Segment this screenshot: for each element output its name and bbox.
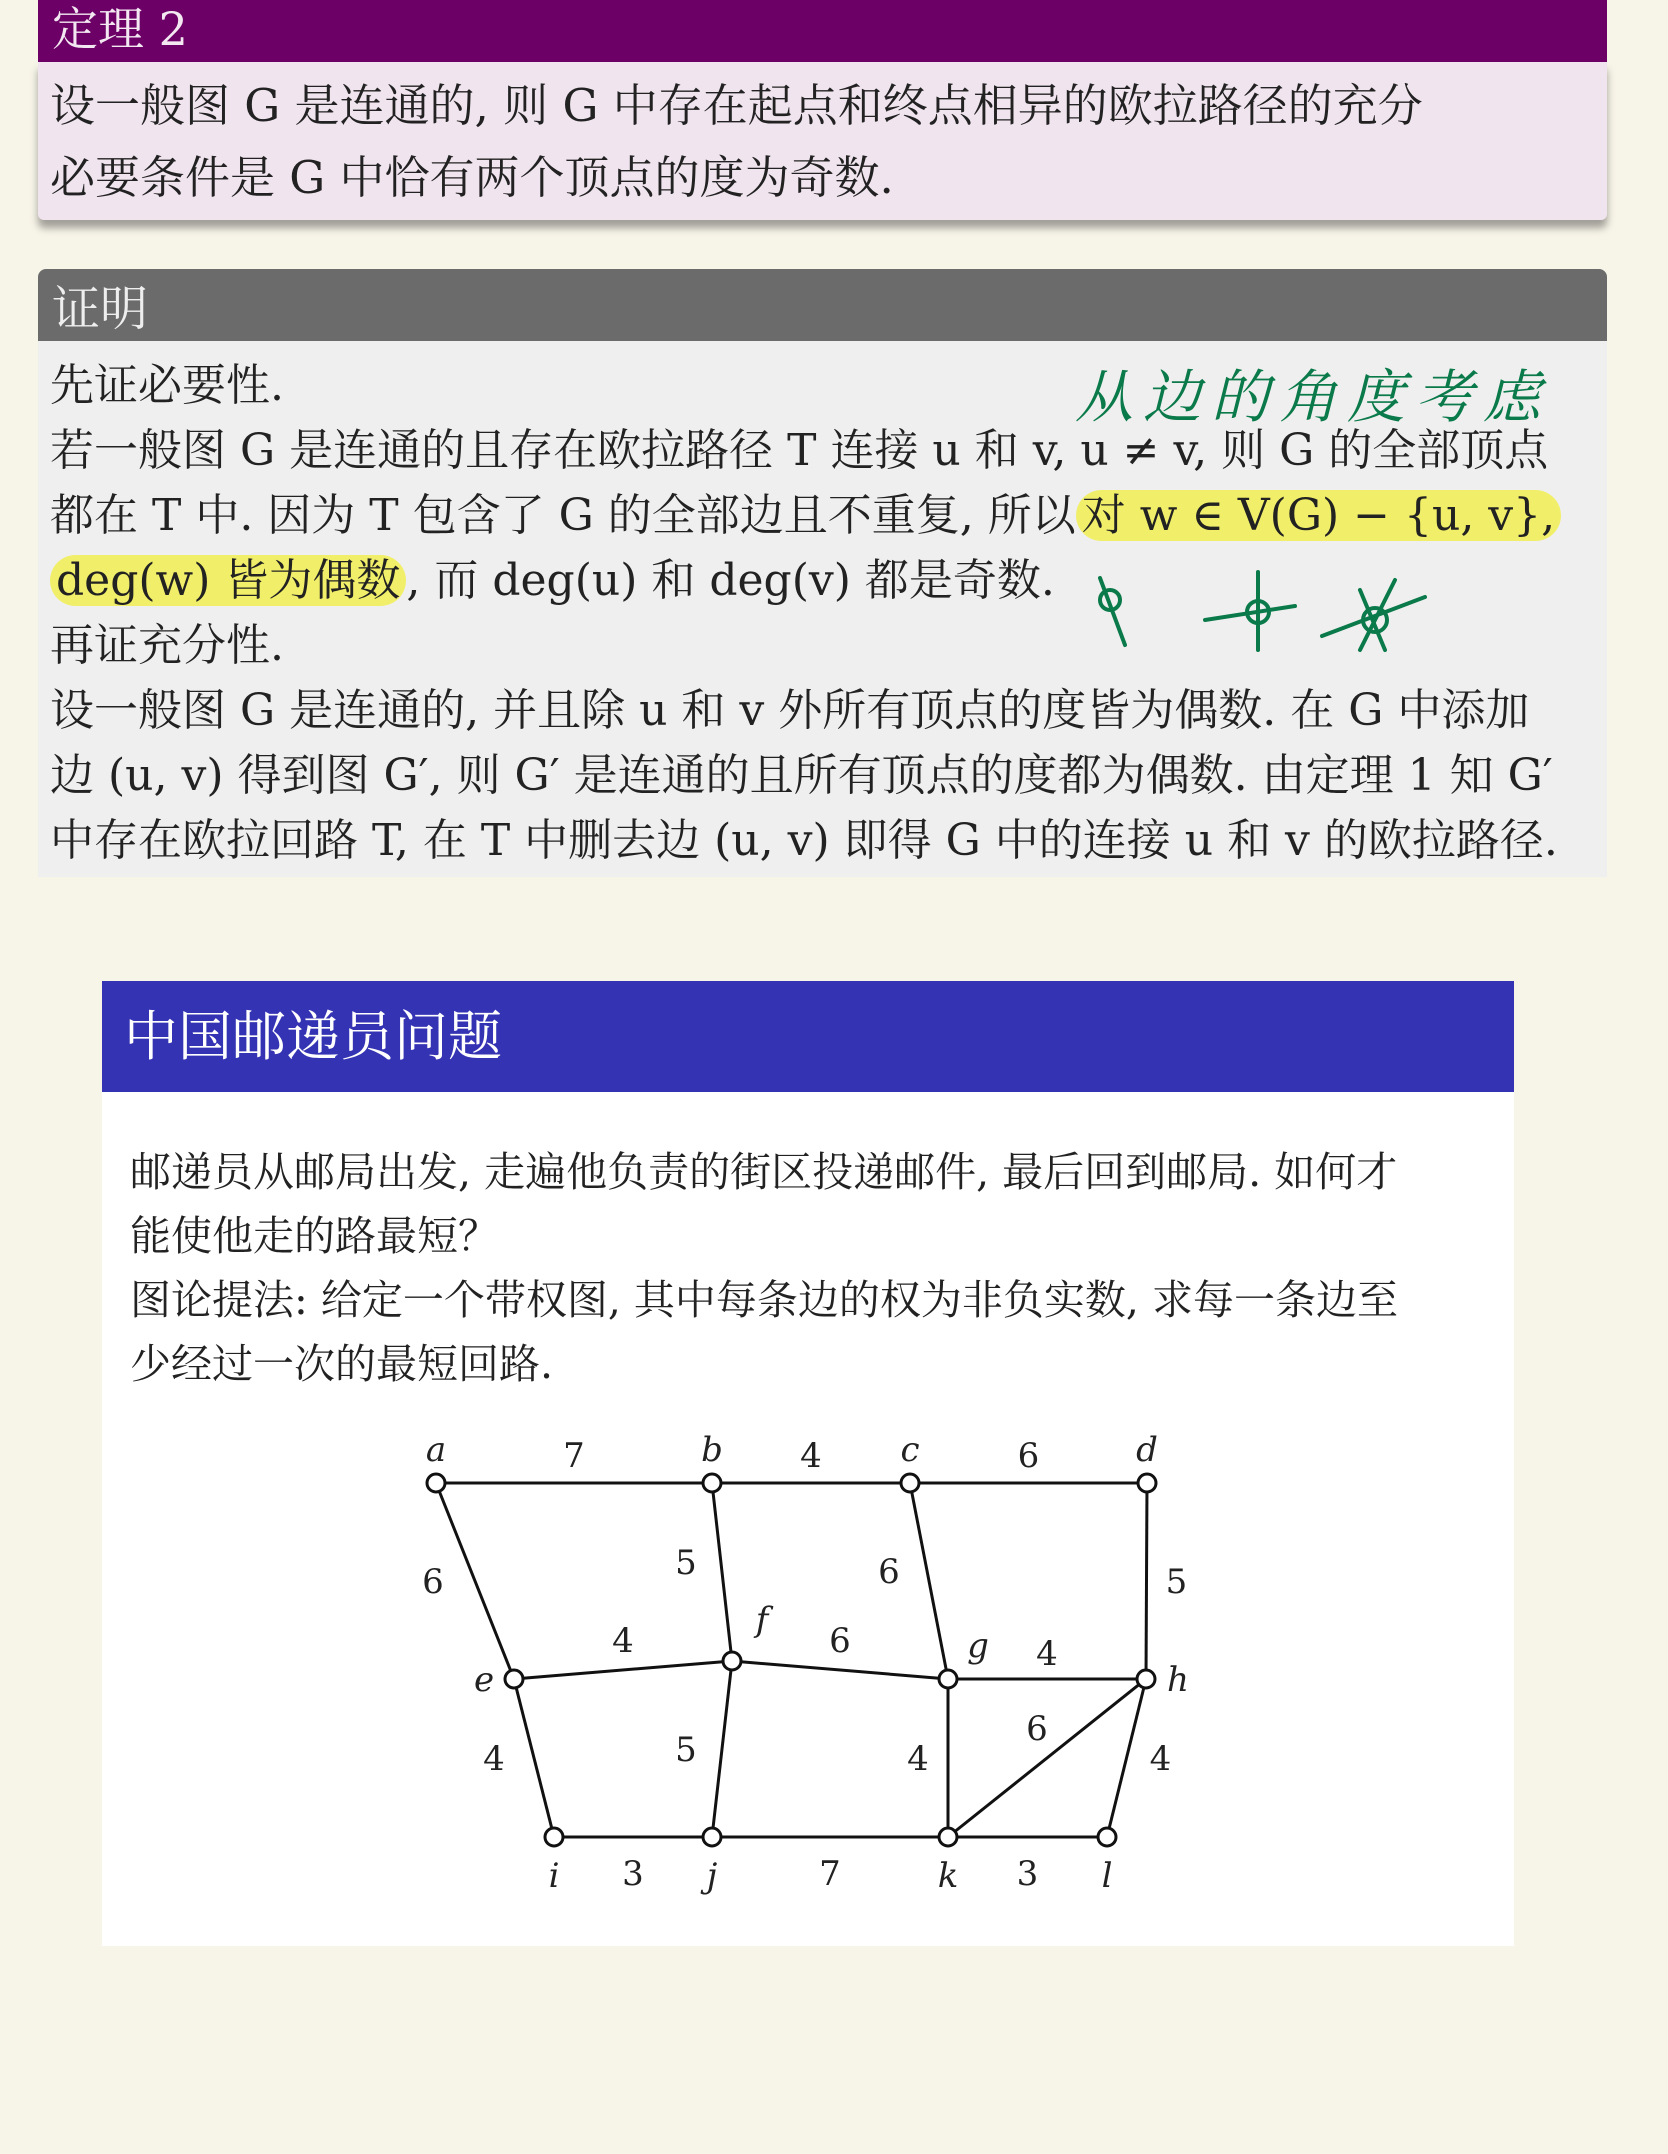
theorem-title: 定理 2 xyxy=(38,0,1607,62)
postman-line: 邮递员从邮局出发, 走遍他负责的街区投递邮件, 最后回到邮局. 如何才 xyxy=(130,1148,1398,1196)
proof-title: 证明 xyxy=(38,269,1607,341)
vertex-label: d xyxy=(1136,1430,1158,1470)
graph-edge-cg xyxy=(910,1483,948,1679)
graph-vertex-c xyxy=(901,1474,919,1492)
graph-edge-fg xyxy=(732,1661,948,1679)
graph-edge-ae xyxy=(436,1483,514,1679)
theorem-line: 必要条件是 G 中恰有两个顶点的度为奇数. xyxy=(50,151,894,204)
edge-weight: 4 xyxy=(907,1739,929,1779)
vertex-label: b xyxy=(701,1430,723,1470)
postman-line: 图论提法: 给定一个带权图, 其中每条边的权为非负实数, 求每一条边至 xyxy=(130,1276,1398,1324)
graph-vertex-j xyxy=(703,1828,721,1846)
proof-line: 边 (u, v) 得到图 G′, 则 G′ 是连通的且所有顶点的度都为偶数. 由定理 1 知 G′ xyxy=(50,750,1553,801)
graph-edge-hl xyxy=(1107,1679,1146,1837)
graph-vertex-a xyxy=(427,1474,445,1492)
graph-edge-ei xyxy=(514,1679,554,1837)
graph-vertex-g xyxy=(939,1670,957,1688)
graph-vertex-f xyxy=(723,1652,741,1670)
edge-weight: 7 xyxy=(563,1436,585,1476)
edge-weight: 6 xyxy=(1017,1436,1040,1476)
graph-vertex-d xyxy=(1138,1474,1156,1492)
vertex-label: j xyxy=(706,1856,718,1896)
edge-weight: 6 xyxy=(422,1562,444,1602)
graph-edge-fj xyxy=(712,1661,732,1837)
graph-vertex-b xyxy=(703,1474,721,1492)
edge-weight: 4 xyxy=(483,1739,505,1779)
postman-line: 能使他走的路最短？ xyxy=(130,1212,499,1260)
edge-weight: 5 xyxy=(675,1543,697,1583)
graph-edge-dh xyxy=(1146,1483,1147,1679)
postman-line: 少经过一次的最短回路. xyxy=(130,1340,554,1388)
edge-weight: 5 xyxy=(675,1730,697,1770)
vertex-label: l xyxy=(1101,1856,1113,1896)
proof-line: 若一般图 G 是连通的且存在欧拉路径 T 连接 u 和 v, u ≠ v, 则 G 的全部顶点 xyxy=(50,425,1549,476)
graph-edge-kh xyxy=(948,1679,1146,1837)
proof-line: 先证必要性. xyxy=(50,360,284,411)
edge-weight: 6 xyxy=(878,1552,900,1592)
edge-weight: 4 xyxy=(1036,1634,1058,1674)
proof-line: 中存在欧拉回路 T, 在 T 中删去边 (u, v) 即得 G 中的连接 u 和 v 的欧拉路径. xyxy=(50,815,1558,866)
proof-text: , 而 deg(u) 和 deg(v) 都是奇数. xyxy=(406,555,1055,606)
proof-text: 都在 T 中. 因为 T 包含了 G 的全部边且不重复, 所以 xyxy=(50,490,1076,541)
graph-vertex-l xyxy=(1098,1828,1116,1846)
edge-weight: 6 xyxy=(1026,1709,1048,1749)
edge-weight: 4 xyxy=(612,1621,634,1661)
edge-weight: 3 xyxy=(622,1854,644,1894)
edge-weight: 7 xyxy=(819,1854,841,1894)
vertex-label: i xyxy=(548,1856,560,1896)
graph-vertex-e xyxy=(505,1670,523,1688)
vertex-label: h xyxy=(1167,1660,1189,1700)
graph-edge-ef xyxy=(514,1661,732,1679)
graph-vertex-h xyxy=(1137,1670,1155,1688)
vertex-label: a xyxy=(425,1430,447,1470)
vertex-label: k xyxy=(937,1856,959,1896)
proof-line: 再证充分性. xyxy=(50,620,284,671)
edge-weight: 5 xyxy=(1165,1562,1188,1602)
highlight: deg(w) 皆为偶数 xyxy=(50,555,406,606)
theorem-line: 设一般图 G 是连通的, 则 G 中存在起点和终点相异的欧拉路径的充分 xyxy=(50,79,1423,132)
edge-weight: 4 xyxy=(1149,1739,1172,1779)
graph-vertex-i xyxy=(545,1828,563,1846)
postman-title: 中国邮递员问题 xyxy=(102,981,1514,1092)
vertex-label: g xyxy=(967,1626,989,1666)
graph-edge-bf xyxy=(712,1483,732,1661)
edge-weight: 6 xyxy=(829,1621,851,1661)
highlight: 对 w ∈ V(G) − {u, v}, xyxy=(1076,490,1561,541)
edge-weight: 3 xyxy=(1016,1854,1039,1894)
graph-vertex-k xyxy=(939,1828,957,1846)
handwritten-note: 从边的角度考虑 xyxy=(1075,363,1552,431)
vertex-label: c xyxy=(900,1430,920,1470)
proof-line: 设一般图 G 是连通的, 并且除 u 和 v 外所有顶点的度皆为偶数. 在 G 中添加 xyxy=(50,685,1530,736)
vertex-label: e xyxy=(473,1660,495,1700)
vertex-label: f xyxy=(755,1600,769,1640)
edge-weight: 4 xyxy=(800,1436,822,1476)
